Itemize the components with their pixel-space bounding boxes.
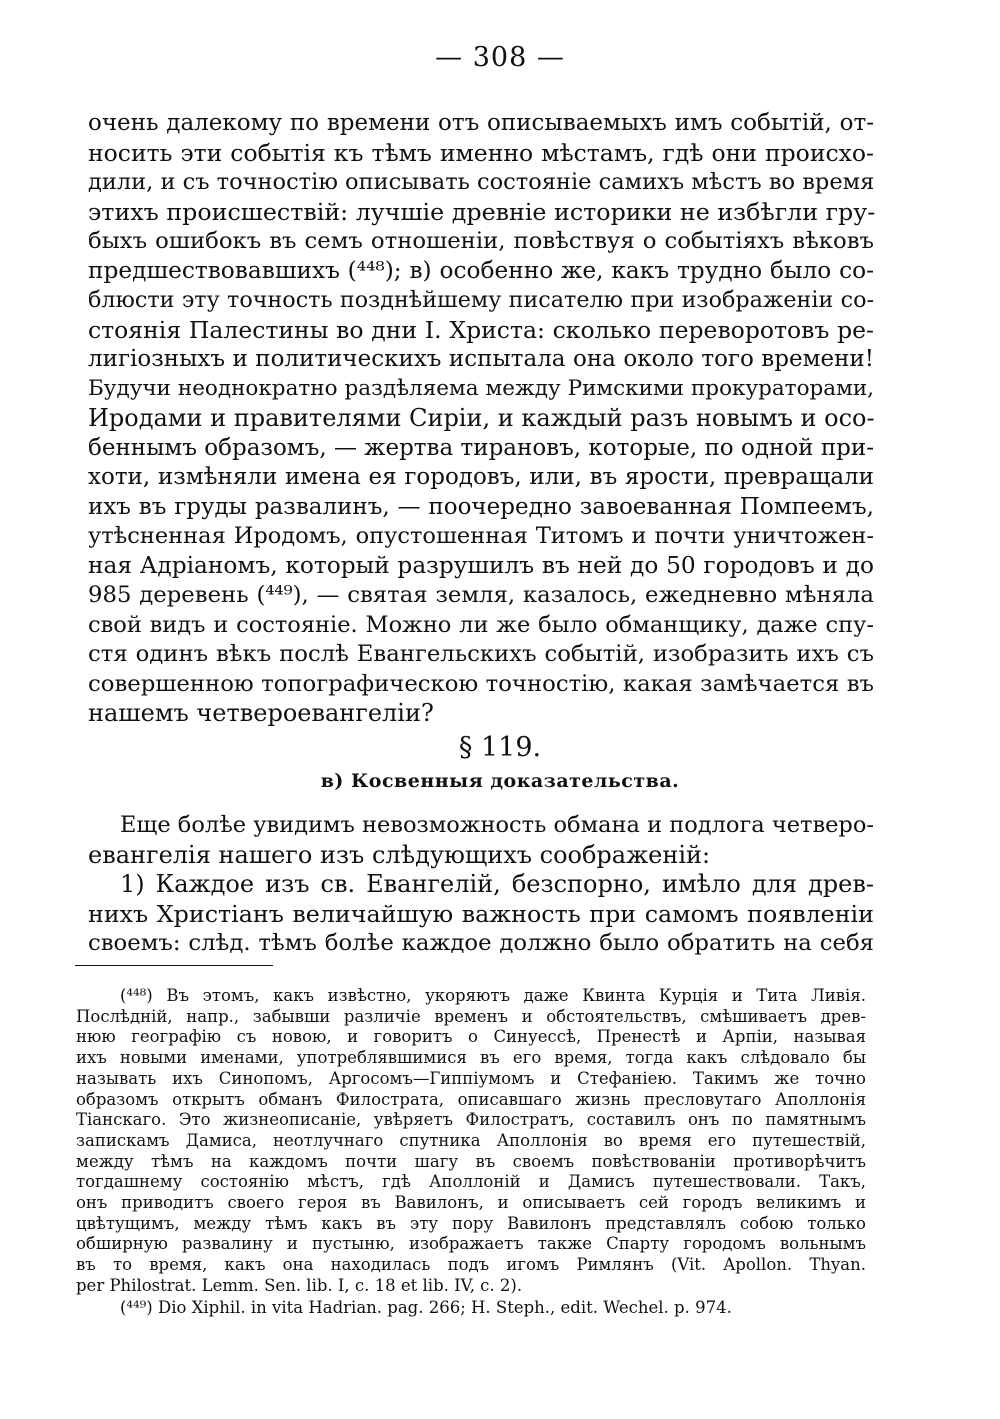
text-line: предшествовавшихъ (⁴⁴⁸); в) особенно же, какъ трудно было со-: [88, 256, 874, 284]
section-number: § 119.: [458, 732, 542, 763]
text-line: хоти, измѣняли имена ея городовъ, или, въ ярости, превращали: [88, 464, 874, 490]
footnote-line: Послѣдній, напр., забывши различіе временъ и обстоятельствъ, смѣшиваетъ древ-: [76, 1006, 866, 1026]
text-line: лигіозныхъ и политическихъ испытала она около того времени!: [88, 346, 874, 372]
text-line: совершенною топографическою точностію, какая замѣчается въ: [88, 670, 874, 697]
text-line: ная Адріаномъ, который разрушилъ въ ней до 50 городовъ и до: [88, 551, 874, 579]
text-line: евангелія нашего изъ слѣдующихъ соображеній:: [88, 840, 711, 869]
text-line: быхъ ошибокъ въ семъ отношеніи, повѣствуя о событіяхъ вѣковъ: [88, 228, 874, 254]
footnote-line: запискамъ Дамиса, неотлучнаго спутника Аполлонія во время его путешествій,: [76, 1130, 866, 1150]
footnote-line: тогдашнему состоянію мѣстъ, гдѣ Аполлоній и Дамисъ путешествовали. Такъ,: [76, 1172, 866, 1192]
footnote-divider: [75, 965, 273, 966]
text-line: Будучи неоднократно раздѣляема между Римскими прокураторами,: [88, 375, 874, 401]
footnote-line: онъ приводитъ своего героя въ Вавилонъ, и описываетъ сей городъ великимъ и: [76, 1193, 866, 1212]
footnote-line: (⁴⁴⁸) Въ этомъ, какъ извѣстно, укоряютъ даже Квинта Курція и Тита Ливія.: [120, 986, 866, 1005]
footnote-line: между тѣмъ на каждомъ почти шагу въ своемъ повѣствованіи противорѣчитъ: [76, 1151, 866, 1171]
footnote-line: въ то время, какъ она находилась подъ игомъ Римлянъ (Vit. Apollon. Thyan.: [76, 1255, 866, 1275]
footnote-line: называть ихъ Синопомъ, Аргосомъ—Гиппіумомъ и Стефаніею. Такимъ же точно: [76, 1068, 866, 1088]
text-line: блюсти эту точность позднѣйшему писателю при изображеніи со-: [88, 287, 874, 313]
text-line: утѣсненная Иродомъ, опустошенная Титомъ и почти уничтожен-: [88, 523, 874, 549]
footnote-line: per Philostrat. Lemm. Sen. lib. I, c. 18 et lib. IV, c. 2).: [76, 1275, 523, 1295]
text-line: 1) Каждое изъ св. Евангелій, безспорно, имѣло для древ-: [120, 870, 874, 898]
text-line: Еще болѣе увидимъ невозможность обмана и подлога четверо-: [120, 812, 874, 838]
text-line: стя одинъ вѣкъ послѣ Евангельскихъ событій, изобразить ихъ съ: [88, 641, 874, 667]
footnote-line: Тіанскаго. Это жизнеописаніе, увѣряетъ Филостратъ, составилъ онъ по памятнымъ: [76, 1110, 866, 1130]
text-line: своемъ: слѣд. тѣмъ болѣе каждое должно было обратить на себя: [88, 930, 874, 956]
text-line: этихъ происшествій: лучшіе древніе историки не избѣгли гру-: [88, 197, 876, 226]
text-line: носить эти событія къ тѣмъ именно мѣстамъ, гдѣ они происхо-: [88, 138, 874, 167]
footnote-line: ихъ новыми именами, употреблявшимися въ его время, тогда какъ слѣдовало бы: [76, 1048, 866, 1068]
text-line: стоянія Палестины во дни І. Христа: сколько переворотовъ ре-: [88, 315, 874, 344]
section-subtitle: в) Косвенныя доказательства.: [320, 770, 680, 792]
text-line: дили, и съ точностію описывать состояніе самихъ мѣстъ во время: [88, 169, 875, 195]
text-line: ихъ въ груды развалинъ, — поочередно завоеванная Помпеемъ,: [88, 493, 874, 520]
text-line: Иродами и правителями Сиріи, и каждый разъ новымъ и осо-: [88, 404, 875, 432]
text-line: свой видъ и состояніе. Можно ли же было обманщику, даже спу-: [88, 611, 874, 638]
text-line: 985 деревень (⁴⁴⁹), — святая земля, казалось, ежедневно мѣняла: [88, 582, 874, 608]
text-line: очень далекому по времени отъ описываемыхъ имъ событій, от-: [88, 110, 874, 136]
text-line: нихъ Христіанъ величайшую важность при самомъ появленіи: [88, 899, 874, 928]
footnote-line: (⁴⁴⁹) Dio Xiphil. in vita Hadrian. pag. 266; H. Steph., edit. Wechel. p. 974.: [120, 1298, 732, 1317]
footnote-line: обширную развалину и пустыню, изображаетъ также Спарту городомъ вольнымъ: [76, 1234, 866, 1254]
text-line: беннымъ образомъ, — жертва тирановъ, которые, по одной при-: [88, 434, 874, 461]
text-line: нашемъ четвероевангеліи?: [88, 699, 434, 727]
footnote-line: цвѣтущимъ, между тѣмъ какъ въ эту пору Вавилонъ представлялъ собою только: [76, 1213, 866, 1233]
footnote-line: образомъ открытъ обманъ Филострата, описавшаго жизнь пресловутаго Аполлонія: [76, 1089, 866, 1109]
footnote-line: нюю географію съ новою, и говоритъ о Синуессѣ, Пренестѣ и Арпіи, называя: [76, 1027, 866, 1047]
page-number: — 308 —: [435, 42, 565, 73]
